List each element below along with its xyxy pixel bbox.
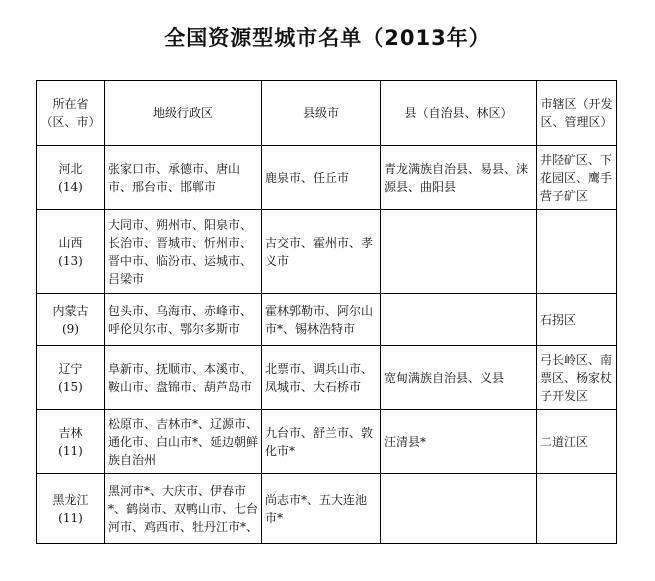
prefecture-cell: 大同市、朔州市、阳泉市、长治市、晋城市、忻州市、晋中市、临汾市、运城市、吕梁市 — [105, 210, 262, 294]
district-cell — [537, 474, 617, 544]
county-cell — [381, 210, 537, 294]
county-cell: 青龙满族自治县、易县、涞源县、曲阳县 — [381, 146, 537, 210]
header-district: 市辖区（开发区、管理区） — [537, 81, 617, 146]
province-cell — [37, 410, 105, 474]
province-count: (14) — [58, 179, 83, 194]
district-cell — [537, 210, 617, 294]
district-cell: 石拐区 — [537, 294, 617, 346]
province-name: 辽宁 — [58, 361, 83, 376]
district-cell: 二道江区 — [537, 410, 617, 474]
district-cell: 井陉矿区、下花园区、鹰手营子矿区 — [537, 146, 617, 210]
table-row — [37, 294, 617, 346]
county-city-cell: 鹿泉市、任丘市 — [262, 146, 381, 210]
prefecture-cell: 张家口市、承德市、唐山市、邢台市、邯郸市 — [105, 146, 262, 210]
province-cell — [37, 346, 105, 410]
county-city-cell: 北票市、调兵山市、凤城市、大石桥市 — [262, 346, 381, 410]
header-province: 所在省（区、市） — [37, 81, 105, 146]
county-cell: 宽甸满族自治县、义县 — [381, 346, 537, 410]
header-county-city: 县级市 — [262, 81, 381, 146]
table-header-row — [37, 81, 617, 146]
prefecture-cell: 阜新市、抚顺市、本溪市、鞍山市、盘锦市、葫芦岛市 — [105, 346, 262, 410]
district-cell: 弓长岭区、南票区、杨家杖子开发区 — [537, 346, 617, 410]
province-cell — [37, 294, 105, 346]
province-count: (11) — [58, 443, 83, 458]
province-count: (9) — [62, 321, 79, 336]
table-row — [37, 410, 617, 474]
resource-city-table — [36, 80, 617, 544]
county-city-cell: 霍林郭勒市、阿尔山市*、锡林浩特市 — [262, 294, 381, 346]
province-cell — [37, 210, 105, 294]
page-title: 全国资源型城市名单（2013年） — [164, 26, 491, 50]
header-county: 县（自治县、林区） — [381, 81, 537, 146]
county-city-cell: 尚志市*、五大连池市* — [262, 474, 381, 544]
province-name: 吉林 — [58, 425, 83, 440]
province-cell — [37, 474, 105, 544]
prefecture-cell: 松原市、吉林市*、辽源市、通化市、白山市*、延边朝鲜族自治州 — [105, 410, 262, 474]
table-row — [37, 474, 617, 544]
province-count: (15) — [58, 379, 83, 394]
county-cell: 汪清县* — [381, 410, 537, 474]
province-name: 内蒙古 — [52, 303, 89, 318]
prefecture-cell: 黑河市*、大庆市、伊春市*、鹤岗市、双鸭山市、七台河市、鸡西市、牡丹江市*、 — [105, 474, 262, 544]
prefecture-cell: 包头市、乌海市、赤峰市、呼伦贝尔市、鄂尔多斯市 — [105, 294, 262, 346]
table-row — [37, 346, 617, 410]
county-cell — [381, 294, 537, 346]
county-city-cell: 九台市、舒兰市、敦化市* — [262, 410, 381, 474]
province-name: 黑龙江 — [52, 492, 89, 507]
table-row — [37, 210, 617, 294]
province-name: 河北 — [58, 161, 83, 176]
table-row — [37, 146, 617, 210]
province-cell — [37, 146, 105, 210]
province-name: 山西 — [58, 235, 83, 250]
province-count: (11) — [58, 510, 83, 525]
county-city-cell: 古交市、霍州市、孝义市 — [262, 210, 381, 294]
province-count: (13) — [58, 253, 83, 268]
county-cell — [381, 474, 537, 544]
header-prefecture: 地级行政区 — [105, 81, 262, 146]
